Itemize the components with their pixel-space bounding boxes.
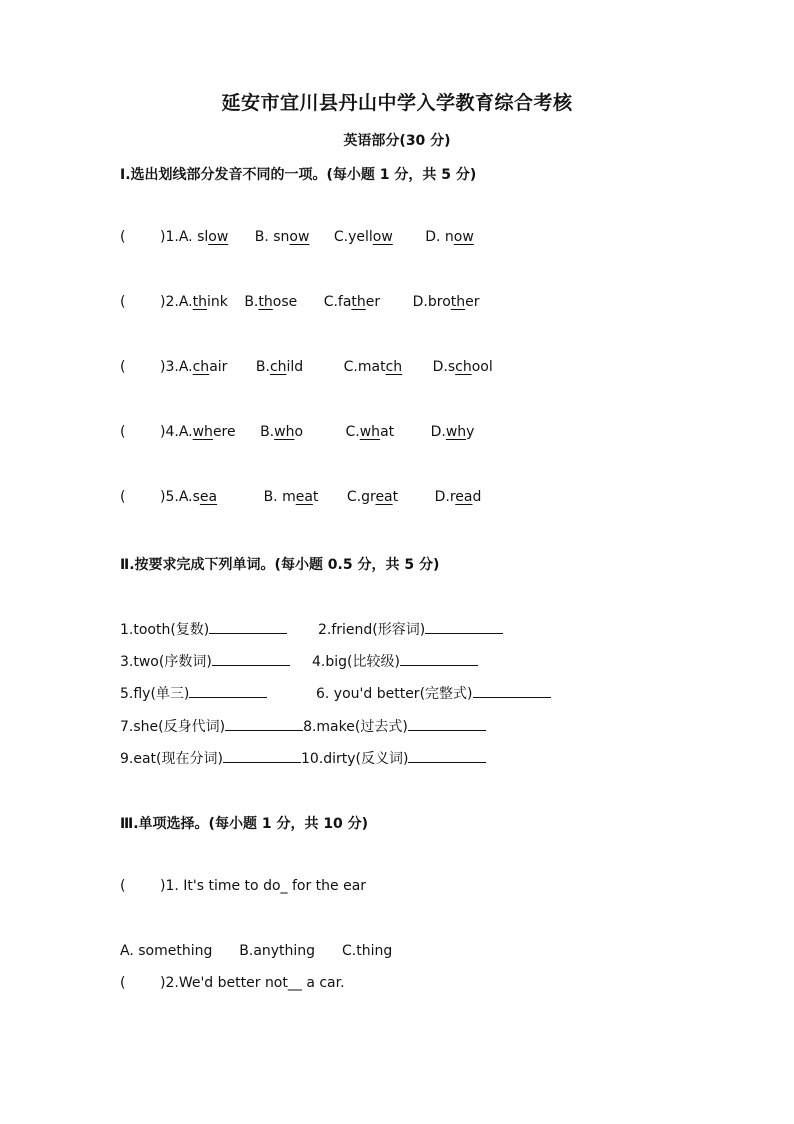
answer-blank[interactable] — [400, 651, 478, 666]
list-item: 7.she(反身代词) 8.make(过去式) — [120, 716, 486, 736]
answer-blank[interactable] — [408, 716, 486, 731]
list-item: 6. you'd better(完整式) — [316, 683, 551, 703]
answer-blank[interactable] — [225, 716, 303, 731]
list-item: 3.two(序数词) — [120, 651, 290, 671]
options-row — [120, 943, 392, 959]
question-row: ( )4.A.where B.who C.what D.why — [120, 424, 475, 440]
page-subtitle: 英语部分(30 分) — [343, 133, 451, 149]
answer-blank[interactable] — [189, 683, 267, 698]
answer-blank[interactable] — [473, 683, 551, 698]
answer-blank[interactable] — [209, 619, 287, 634]
option-c[interactable]: C.thing — [341, 943, 393, 959]
list-item: 1.tooth(复数) — [120, 619, 287, 639]
question-row: ( )3.A.chair B.child C.match D.school — [120, 359, 493, 375]
answer-blank[interactable] — [212, 651, 290, 666]
question-row: ( )2.A.think B.those C.father D.brother — [120, 294, 480, 310]
list-item: 4.big(比较级) — [312, 651, 478, 671]
list-item: 9.eat(现在分词) 10.dirty(反义词) — [120, 748, 486, 768]
answer-blank[interactable] — [223, 748, 301, 763]
section1-heading: Ⅰ.选出划线部分发音不同的一项。(每小题 1 分，共 5 分) — [120, 167, 477, 183]
question-row: ( )5.A.sea B. meat C.great D.read — [120, 489, 482, 505]
option-a[interactable]: A. something — [120, 943, 213, 959]
option-b[interactable]: B.anything — [239, 943, 316, 959]
list-item: 5.fly(单三) — [120, 683, 267, 703]
section2-heading: Ⅱ.按要求完成下列单词。(每小题 0.5 分，共 5 分) — [120, 557, 440, 573]
answer-blank[interactable] — [408, 748, 486, 763]
list-item: 2.friend(形容词) — [318, 619, 503, 639]
section3-heading: Ⅲ.单项选择。(每小题 1 分，共 10 分) — [120, 816, 369, 832]
page-title: 延安市宜川县丹山中学入学教育综合考核 — [221, 92, 573, 114]
question-row: ( )2.We'd better not__ a car. — [120, 975, 345, 991]
question-row: ( )1. It's time to do_ for the ear — [120, 878, 367, 894]
question-row: ( )1.A. slow B. snow C.yellow D. now — [120, 229, 474, 245]
answer-blank[interactable] — [425, 619, 503, 634]
